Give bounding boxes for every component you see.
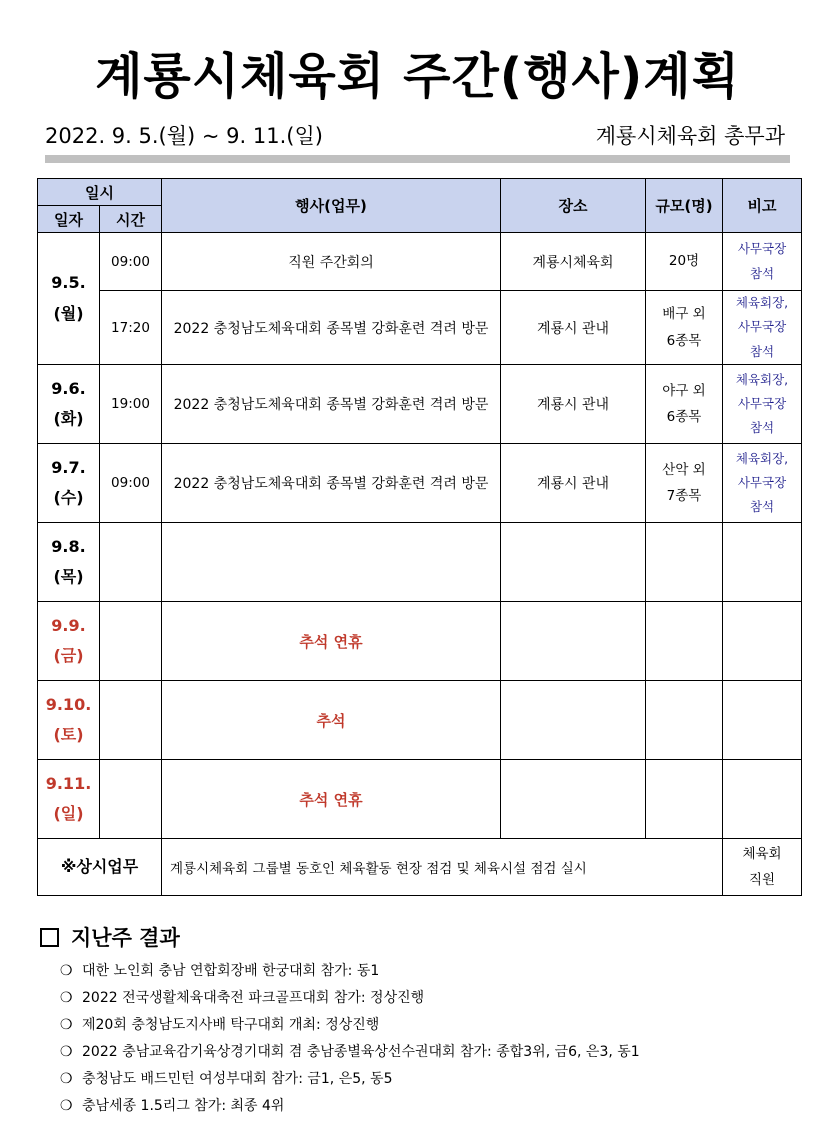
note-line: 사무국장 xyxy=(737,241,787,257)
place-cell: 계룡시 관내 xyxy=(501,444,646,523)
scale-cell xyxy=(646,681,723,760)
note-cell xyxy=(723,760,802,839)
event-cell: 추석 연휴 xyxy=(162,602,501,681)
date-weekday: (토) xyxy=(53,725,84,745)
note-line: 체육회장, xyxy=(735,295,789,310)
event-cell xyxy=(162,523,501,602)
place-cell: 계룡시체육회 xyxy=(501,233,646,291)
event-cell: 2022 충청남도체육대회 종목별 강화훈련 격려 방문 xyxy=(162,291,501,365)
subtitle-row xyxy=(45,120,785,150)
scale-cell xyxy=(646,233,723,291)
date-cell xyxy=(38,444,100,523)
date-day: 9.11. xyxy=(45,773,92,793)
note-line: 체육회장, xyxy=(735,450,789,466)
schedule-table xyxy=(37,178,802,896)
header-time: 시간 xyxy=(100,206,162,233)
place-cell xyxy=(501,681,646,760)
event-cell: 2022 충청남도체육대회 종목별 강화훈련 격려 방문 xyxy=(162,444,501,523)
date-weekday: (화) xyxy=(53,409,84,429)
time-cell: 17:20 xyxy=(100,291,162,365)
circle-bullet-icon: ❍ xyxy=(60,1017,73,1033)
event-cell: 추석 연휴 xyxy=(162,760,501,839)
date-range: 2022. 9. 5.(월) ~ 9. 11.(일) xyxy=(45,124,323,148)
note-line: 참석 xyxy=(749,265,775,281)
page-title: 계룡시체육회 주간(행사)계획 xyxy=(95,48,740,105)
date-day: 9.7. xyxy=(51,457,86,477)
list-item xyxy=(60,1012,640,1039)
table-row xyxy=(38,760,802,839)
place-cell: 계룡시 관내 xyxy=(501,291,646,365)
header-note: 비고 xyxy=(723,179,802,233)
date-cell xyxy=(38,602,100,681)
note-line: 참석 xyxy=(749,499,775,515)
list-item xyxy=(60,958,640,985)
note-line: 참석 xyxy=(749,343,775,359)
standing-duty-row xyxy=(38,839,802,896)
note-cell xyxy=(723,365,802,444)
table-row xyxy=(38,523,802,602)
list-item-text: 충남세종 1.5리그 참가: 최종 4위 xyxy=(82,1098,285,1114)
note-line: 참석 xyxy=(749,420,775,436)
date-cell xyxy=(38,365,100,444)
table-row xyxy=(38,444,802,523)
scale-line: 6종목 xyxy=(666,332,702,349)
department: 계룡시체육회 총무과 xyxy=(595,124,785,148)
header-datetime: 일시 xyxy=(38,179,162,206)
list-item-text: 대한 노인회 충남 연합회장배 한궁대회 참가: 동1 xyxy=(82,963,380,979)
place-cell: 계룡시 관내 xyxy=(501,365,646,444)
time-cell xyxy=(100,523,162,602)
list-item-text: 충청남도 배드민턴 여성부대회 참가: 금1, 은5, 동5 xyxy=(82,1071,393,1087)
scale-line: 20명 xyxy=(668,253,700,270)
note-line: 체육회 xyxy=(742,845,782,862)
circle-bullet-icon: ❍ xyxy=(60,1098,73,1114)
scale-line: 7종목 xyxy=(666,488,702,505)
header-event: 행사(업무) xyxy=(162,179,501,233)
list-item xyxy=(60,1039,640,1066)
checkbox-square-icon xyxy=(40,928,59,947)
time-cell xyxy=(100,602,162,681)
standing-duty-label: ※상시업무 xyxy=(38,839,162,896)
place-cell xyxy=(501,523,646,602)
note-cell xyxy=(723,444,802,523)
scale-line: 6종목 xyxy=(666,409,702,426)
note-cell xyxy=(723,602,802,681)
table-row xyxy=(38,681,802,760)
note-cell xyxy=(723,839,802,896)
scale-line: 야구 외 xyxy=(662,382,706,399)
date-day: 9.5. xyxy=(51,273,86,293)
circle-bullet-icon: ❍ xyxy=(60,1044,73,1060)
scale-cell xyxy=(646,760,723,839)
header-place: 장소 xyxy=(501,179,646,233)
time-cell: 19:00 xyxy=(100,365,162,444)
note-cell xyxy=(723,291,802,365)
header-divider xyxy=(45,155,790,163)
list-item xyxy=(60,985,640,1012)
note-cell xyxy=(723,233,802,291)
list-item-text: 제20회 충청남도지사배 탁구대회 개최: 정상진행 xyxy=(82,1017,380,1033)
note-line: 사무국장 xyxy=(737,319,787,335)
list-item-text: 2022 전국생활체육대축전 파크골프대회 참가: 정상진행 xyxy=(82,990,425,1006)
scale-line: 배구 외 xyxy=(662,306,706,323)
table-row xyxy=(38,291,802,365)
note-line: 사무국장 xyxy=(737,474,787,490)
date-weekday: (목) xyxy=(53,567,84,587)
date-weekday: (일) xyxy=(53,804,84,824)
time-cell xyxy=(100,681,162,760)
list-item-text: 2022 충남교육감기육상경기대회 겸 충남종별육상선수권대회 참가: 종합3위, 금6, 은3, 동1 xyxy=(82,1044,640,1060)
date-cell xyxy=(38,233,100,365)
scale-line: 산악 외 xyxy=(662,461,706,478)
table-row xyxy=(38,365,802,444)
note-line: 사무국장 xyxy=(737,395,787,411)
time-cell: 09:00 xyxy=(100,233,162,291)
date-cell xyxy=(38,760,100,839)
time-cell: 09:00 xyxy=(100,444,162,523)
note-line: 직원 xyxy=(748,872,776,889)
date-weekday: (금) xyxy=(53,646,84,666)
note-cell xyxy=(723,681,802,760)
header-date: 일자 xyxy=(38,206,100,233)
table-row xyxy=(38,602,802,681)
scale-cell xyxy=(646,365,723,444)
list-item xyxy=(60,1093,640,1120)
table-row xyxy=(38,233,802,291)
date-cell xyxy=(38,681,100,760)
date-day: 9.9. xyxy=(51,615,86,635)
last-week-results xyxy=(60,958,640,1120)
time-cell xyxy=(100,760,162,839)
date-day: 9.6. xyxy=(51,378,86,398)
scale-cell xyxy=(646,444,723,523)
list-item xyxy=(60,1066,640,1093)
date-day: 9.10. xyxy=(45,694,92,714)
header-scale: 규모(명) xyxy=(646,179,723,233)
standing-duty-task: 계룡시체육회 그룹별 동호인 체육활동 현장 점검 및 체육시설 점검 실시 xyxy=(162,839,723,896)
date-cell xyxy=(38,523,100,602)
circle-bullet-icon: ❍ xyxy=(60,1071,73,1087)
place-cell xyxy=(501,602,646,681)
circle-bullet-icon: ❍ xyxy=(60,963,73,979)
last-week-title xyxy=(40,922,180,952)
note-cell xyxy=(723,523,802,602)
date-weekday: (수) xyxy=(53,488,84,508)
event-cell: 추석 xyxy=(162,681,501,760)
date-day: 9.8. xyxy=(51,536,86,556)
date-weekday: (월) xyxy=(53,303,84,323)
scale-cell xyxy=(646,602,723,681)
event-cell: 2022 충청남도체육대회 종목별 강화훈련 격려 방문 xyxy=(162,365,501,444)
circle-bullet-icon: ❍ xyxy=(60,990,73,1006)
scale-cell xyxy=(646,523,723,602)
note-line: 체육회장, xyxy=(735,371,789,387)
scale-cell xyxy=(646,291,723,365)
last-week-title-text: 지난주 결과 xyxy=(71,926,180,950)
place-cell xyxy=(501,760,646,839)
event-cell: 직원 주간회의 xyxy=(162,233,501,291)
